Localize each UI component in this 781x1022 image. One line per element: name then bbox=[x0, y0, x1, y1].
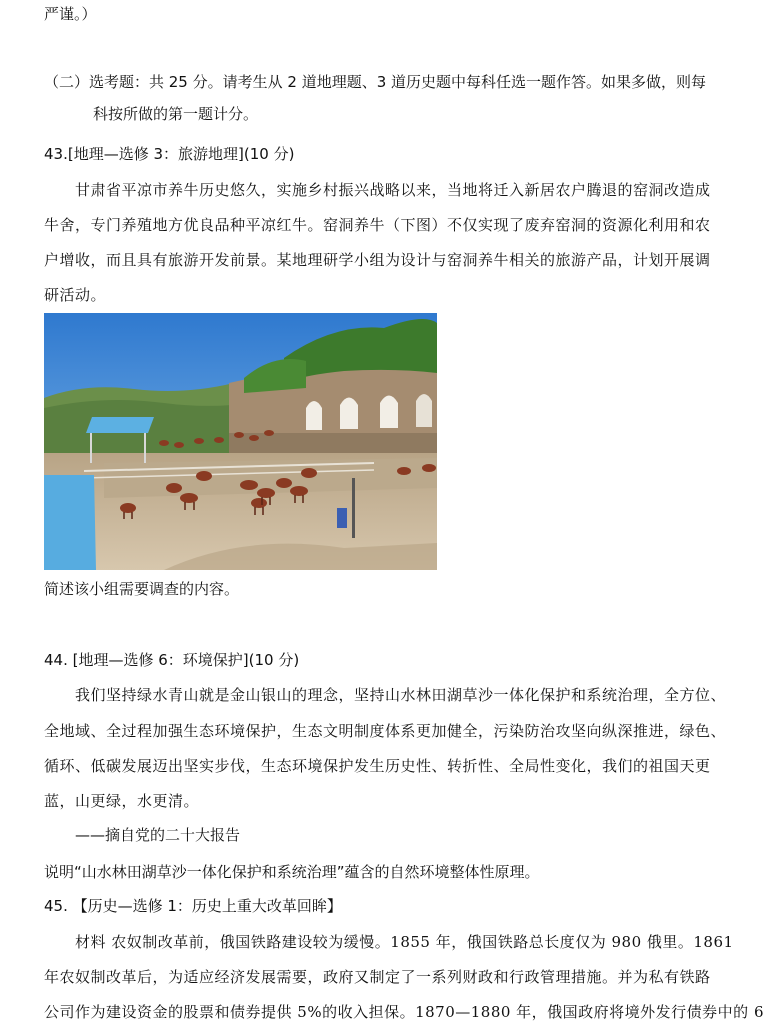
q45-para-line2: 年农奴制改革后，为适应经济发展需要，政府又制定了一系列财政和行政管理措施。并为私有铁路 bbox=[44, 968, 711, 986]
q43-para-line1: 甘肃省平凉市养牛历史悠久，实施乡村振兴战略以来，当地将迁入新居农户腾退的窑洞改造成 bbox=[75, 181, 711, 199]
q44-question: 说明“山水林田湖草沙一体化保护和系统治理”蕴含的自然环境整体性原理。 bbox=[44, 863, 540, 881]
q44-para-line4: 蓝，山更绿，水更清。 bbox=[44, 792, 200, 810]
q44-para-line3: 循环、低碳发展迈出坚实步伐，生态环境保护发生历史性、转折性、全局性变化，我们的祖国天更 bbox=[44, 757, 711, 775]
q43-para-line2: 牛舍，专门养殖地方优良品种平凉红牛。窑洞养牛（下图）不仅实现了废弃窑洞的资源化利用和农 bbox=[44, 216, 711, 234]
q43-question: 简述该小组需要调查的内容。 bbox=[44, 580, 240, 598]
intro-tail: 严谨。） bbox=[44, 5, 97, 23]
q44-heading: 44. [地理—选修 6：环境保护](10 分) bbox=[44, 651, 300, 669]
section2-line2: 科按所做的第一题计分。 bbox=[93, 105, 259, 123]
q45-para-line1: 材料 农奴制改革前，俄国铁路建设较为缓慢。1855 年，俄国铁路总长度仅为 980 俄里。1861 bbox=[75, 933, 734, 951]
q43-para-line4: 研活动。 bbox=[44, 286, 107, 304]
q44-source: ——摘自党的二十大报告 bbox=[75, 826, 241, 844]
q44-para-line1: 我们坚持绿水青山就是金山银山的理念，坚持山水林田湖草沙一体化保护和系统治理，全方位、 bbox=[75, 686, 727, 704]
q43-para-line3: 户增收，而且具有旅游开发前景。某地理研学小组为设计与窑洞养牛相关的旅游产品，计划开展调 bbox=[44, 251, 711, 269]
q43-heading: 43.[地理—选修 3：旅游地理](10 分) bbox=[44, 145, 295, 163]
cave-cattle-illustration bbox=[44, 313, 437, 570]
q45-heading: 45. 【历史—选修 1：历史上重大改革回眸】 bbox=[44, 897, 342, 915]
q45-para-line3: 公司作为建设资金的股票和债券提供 5%的收入担保。1870—1880 年，俄国政府将境外发行债券中的 6 bbox=[44, 1003, 764, 1021]
section2-line1: （二）选考题：共 25 分。请考生从 2 道地理题、3 道历史题中每科任选一题作答。如果多做，则每 bbox=[44, 73, 707, 91]
cave-cattle-photo bbox=[44, 313, 437, 570]
q44-para-line2: 全地域、全过程加强生态环境保护，生态文明制度体系更加健全，污染防治攻坚向纵深推进，绿色、 bbox=[44, 722, 727, 740]
